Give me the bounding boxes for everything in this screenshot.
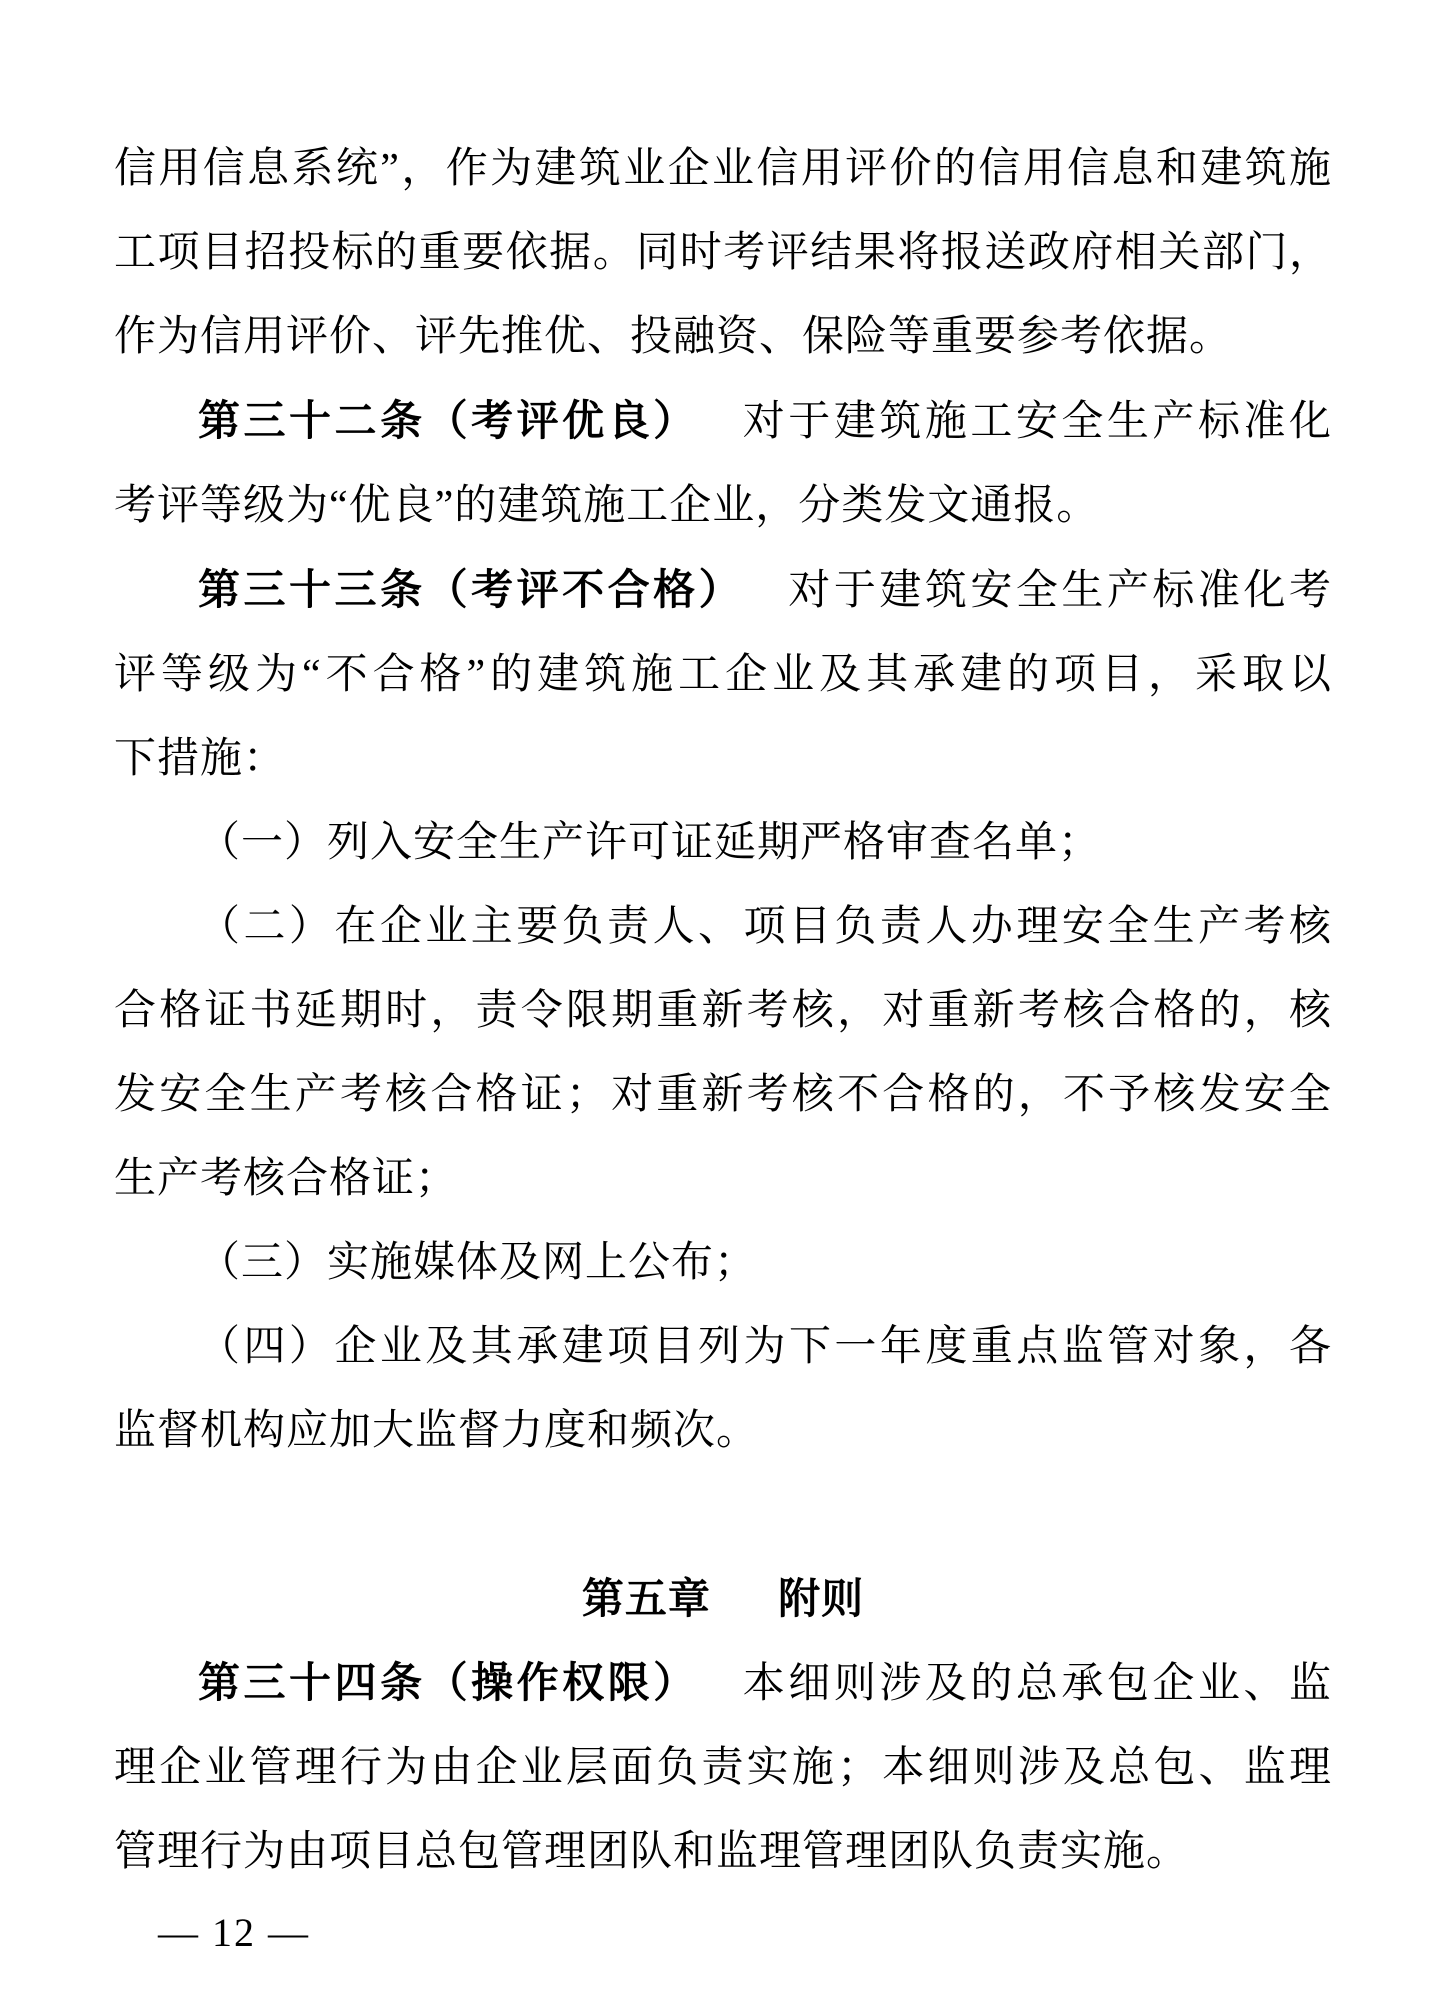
text-line: 理企业管理行为由企业层面负责实施；本细则涉及总包、监理 — [114, 1745, 1332, 1791]
list-item-line: （一）列入安全生产许可证延期严格审查名单； — [198, 820, 1102, 866]
chapter-number: 第五章 — [581, 1575, 711, 1622]
text-line: 下措施： — [114, 736, 287, 782]
article-number-label: 第三十三条（考评不合格） — [198, 566, 745, 613]
page-body — [114, 127, 1332, 1894]
article-number-label: 第三十四条（操作权限） — [198, 1659, 699, 1706]
page-number: — 12 — — [158, 1910, 310, 1955]
text-line: 管理行为由项目总包管理团队和监理管理团队负责实施。 — [114, 1829, 1190, 1875]
text-line: 工项目招投标的重要依据。同时考评结果将报送政府相关部门， — [114, 230, 1332, 276]
article-line — [114, 548, 1332, 633]
text-line: 合格证书延期时，责令限期重新考核，对重新考核合格的，核 — [114, 988, 1332, 1034]
article-text: 本细则涉及的总承包企业、监 — [742, 1661, 1332, 1707]
text-line: 作为信用评价、评先推优、投融资、保险等重要参考依据。 — [114, 314, 1233, 360]
list-item-line: （四）企业及其承建项目列为下一年度重点监管对象，各 — [198, 1324, 1332, 1370]
text-line: 生产考核合格证； — [114, 1156, 459, 1202]
article-number-label: 第三十二条（考评优良） — [198, 397, 699, 444]
article-text: 对于建筑施工安全生产标准化 — [742, 399, 1332, 445]
text-line: 考评等级为“优良”的建筑施工企业，分类发文通报。 — [114, 483, 1100, 529]
text-line: 发安全生产考核合格证；对重新考核不合格的，不予核发安全 — [114, 1072, 1332, 1118]
text-line: 信用信息系统”，作为建筑业企业信用评价的信用信息和建筑施 — [114, 146, 1332, 192]
article-text: 对于建筑安全生产标准化考 — [788, 568, 1332, 614]
article-line — [114, 379, 1332, 464]
chapter-title: 附则 — [778, 1575, 865, 1622]
text-line: 评等级为“不合格”的建筑施工企业及其承建的项目，采取以 — [114, 652, 1332, 698]
list-item-line: （二）在企业主要负责人、项目负责人办理安全生产考核 — [198, 904, 1332, 950]
text-line: 监督机构应加大监督力度和频次。 — [114, 1408, 760, 1454]
list-item-line: （三）实施媒体及网上公布； — [198, 1240, 758, 1286]
chapter-heading — [114, 1557, 1332, 1641]
article-line — [114, 1641, 1332, 1726]
